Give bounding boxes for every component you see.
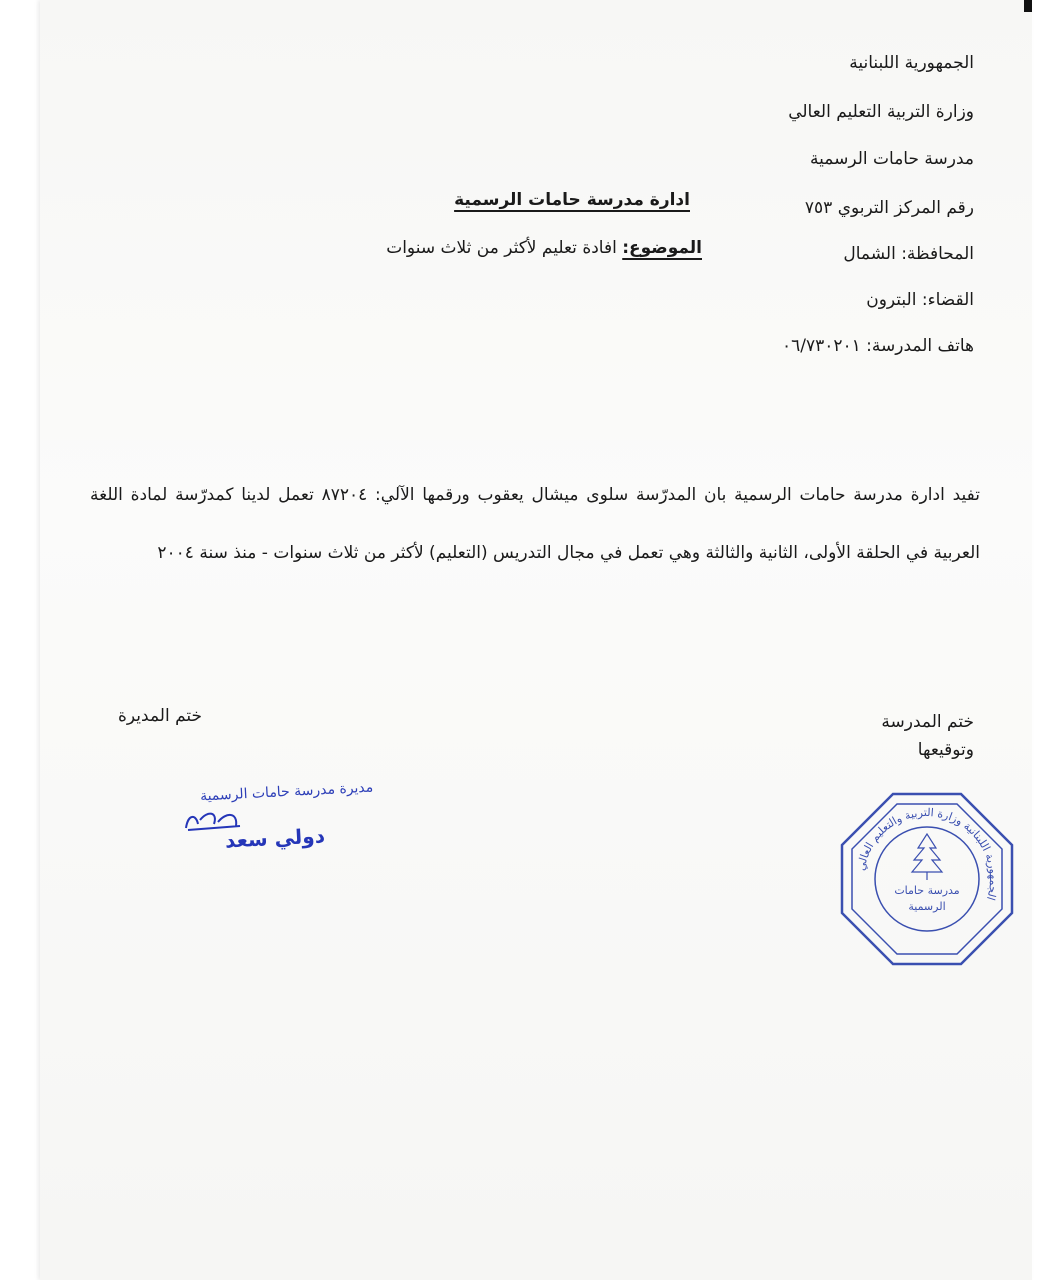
stamp-inner-line2: الرسمية xyxy=(908,900,946,913)
header-district: القضاء: البترون xyxy=(866,290,974,310)
signature-name: دولي سعد xyxy=(224,823,326,853)
header-center-number: رقم المركز التربوي ٧٥٣ xyxy=(804,198,974,218)
stamp-outer-text: الجمهورية اللبنانية وزارة التربية والتعليم العالي xyxy=(854,805,1001,902)
subject-label: الموضوع: xyxy=(622,238,702,258)
body-paragraph: تفيد ادارة مدرسة حامات الرسمية بان المدرّسة سلوى ميشال يعقوب ورقمها الآلي: ٨٧٢٠٤ تعمل لدينا كمدرّسة لمادة اللغة العربية في الحلقة الأولى، الثانية والثالثة وهي تعمل في مجال التدريس (التعليم) لأكثر من ثلاث سنوات - منذ سنة ٢٠٠٤ xyxy=(90,485,980,563)
subject-line xyxy=(386,238,702,258)
school-stamp-label: ختم المدرسة xyxy=(881,712,974,732)
header-governorate: المحافظة: الشمال xyxy=(843,244,974,264)
school-stamp-seal xyxy=(838,790,1016,968)
page-corner-mark xyxy=(1024,0,1032,12)
stamp-inner-line1: مدرسة حامات xyxy=(894,884,960,897)
header-ministry: وزارة التربية التعليم العالي xyxy=(788,102,974,122)
cedar-icon xyxy=(912,834,942,880)
subject-text: افادة تعليم لأكثر من ثلاث سنوات xyxy=(386,238,617,258)
director-stamp-label: ختم المديرة xyxy=(118,706,203,726)
issuer-heading: ادارة مدرسة حامات الرسمية xyxy=(454,190,690,210)
header-phone: هاتف المدرسة: ٠٦/٧٣٠٢٠١ xyxy=(781,336,974,356)
signature-stamp-title: مديرة مدرسة حامات الرسمية xyxy=(199,779,374,805)
school-signature-label: وتوقيعها xyxy=(917,740,974,760)
header-country: الجمهورية اللبنانية xyxy=(849,53,974,73)
header-school: مدرسة حامات الرسمية xyxy=(810,149,974,169)
document-page xyxy=(40,0,1032,1280)
